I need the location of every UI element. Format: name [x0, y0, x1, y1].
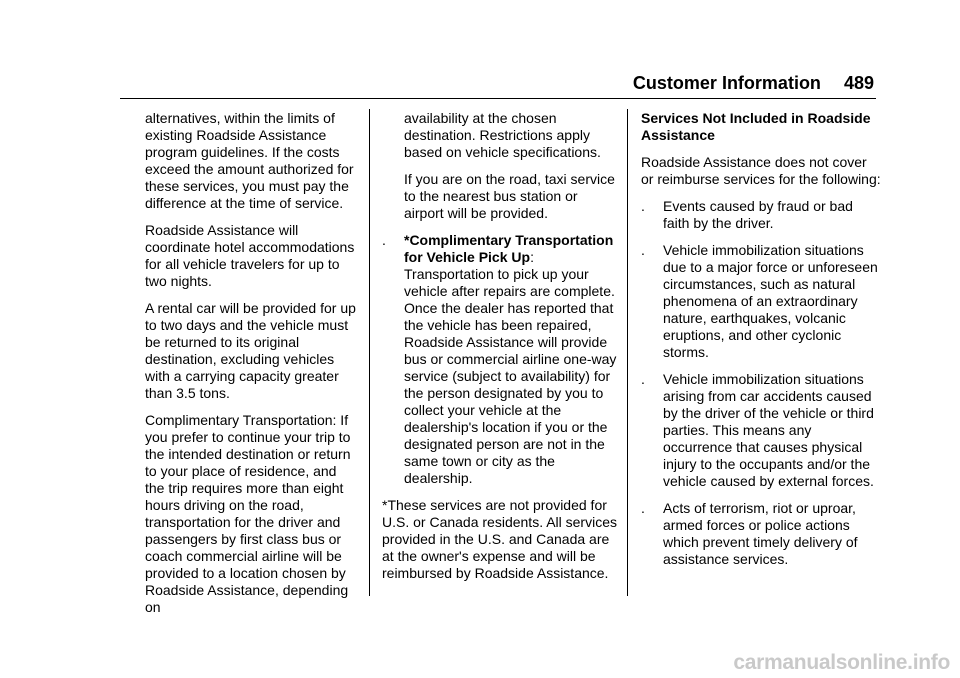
- header-rule: [120, 98, 876, 99]
- bullet-mark: .: [641, 198, 645, 214]
- page-number: 489: [843, 73, 874, 93]
- bullet-body: : Transportation to pick up your vehicle after repairs are complete. Once the dealer has reported that the vehicle has been repaired, Roadside Assistance will provide bus or commercial airline one-way service (subject to availability) for the person designated by you to collect your vehicle at the dealership's location if you or the designated person are not in the same town or city as the dealership.: [404, 249, 617, 486]
- bullet-title: *Complimentary Transportation for Vehicle Pick Up: [404, 232, 614, 265]
- column-3: [641, 110, 881, 578]
- bullet-mark: .: [382, 232, 386, 248]
- bullet-mark: .: [641, 500, 645, 516]
- bullet-text: Acts of terrorism, riot or uproar, armed forces or police actions which prevent timely delivery of assistance services.: [663, 500, 858, 567]
- paragraph: If you are on the road, taxi service to the nearest bus station or airport will be provided.: [404, 171, 615, 221]
- column-1: [145, 110, 358, 626]
- bullet-text: [404, 232, 620, 487]
- paragraph: Roadside Assistance does not cover or reimburse services for the following:: [641, 154, 881, 187]
- paragraph: availability at the chosen destination. Restrictions apply based on vehicle specifications.: [404, 110, 601, 160]
- bullet-item: [641, 242, 881, 361]
- watermark-link[interactable]: carmanualsonline.info: [733, 651, 950, 674]
- bullet-item: [641, 500, 881, 568]
- paragraph: Roadside Assistance will coordinate hotel accommodations for all vehicle travelers for up to two nights.: [145, 222, 355, 289]
- bullet-text: Vehicle immobilization situations due to a major force or unforeseen circumstances, such as natural phenomena of an extraordinary nature, earthquakes, volcanic eruptions, and other cyclonic storms.: [663, 242, 878, 360]
- bullet-item: [641, 371, 881, 490]
- page-title: Customer Information: [632, 73, 821, 93]
- paragraph: alternatives, within the limits of existing Roadside Assistance program guidelines. If the costs exceed the amount authorized for these services, you must pay the difference at the time of service.: [145, 110, 354, 211]
- column-2: [382, 110, 620, 592]
- bullet-mark: .: [641, 371, 645, 387]
- column-divider: [369, 109, 370, 596]
- bullet-mark: .: [641, 242, 645, 258]
- column-divider: [627, 109, 628, 596]
- bullet-text: Events caused by fraud or bad faith by the driver.: [663, 198, 853, 231]
- paragraph: A rental car will be provided for up to two days and the vehicle must be returned to its original destination, excluding vehicles with a carrying capacity greater than 3.5 tons.: [145, 300, 356, 401]
- bullet-item: [641, 198, 881, 232]
- note-paragraph: *These services are not provided for U.S. or Canada residents. All services provided in the U.S. and Canada are at the owner's expense and will be reimbursed by Roadside Assistance.: [382, 497, 617, 581]
- section-heading: Services Not Included in Roadside Assistance: [641, 110, 871, 143]
- page-header: [0, 72, 874, 98]
- bullet-item: [382, 232, 620, 487]
- bullet-text: Vehicle immobilization situations arising from car accidents caused by the driver of the vehicle or third parties. This means any occurrence that causes physical injury to the occupants and/or the vehicle caused by external forces.: [663, 371, 874, 489]
- paragraph: Complimentary Transportation: If you prefer to continue your trip to the intended destination or return to your place of residence, and the trip requires more than eight hours driving on the road, transportation for the driver and passengers by first class bus or coach commercial airline will be provided to a location chosen by Roadside Assistance, depending on: [145, 412, 351, 615]
